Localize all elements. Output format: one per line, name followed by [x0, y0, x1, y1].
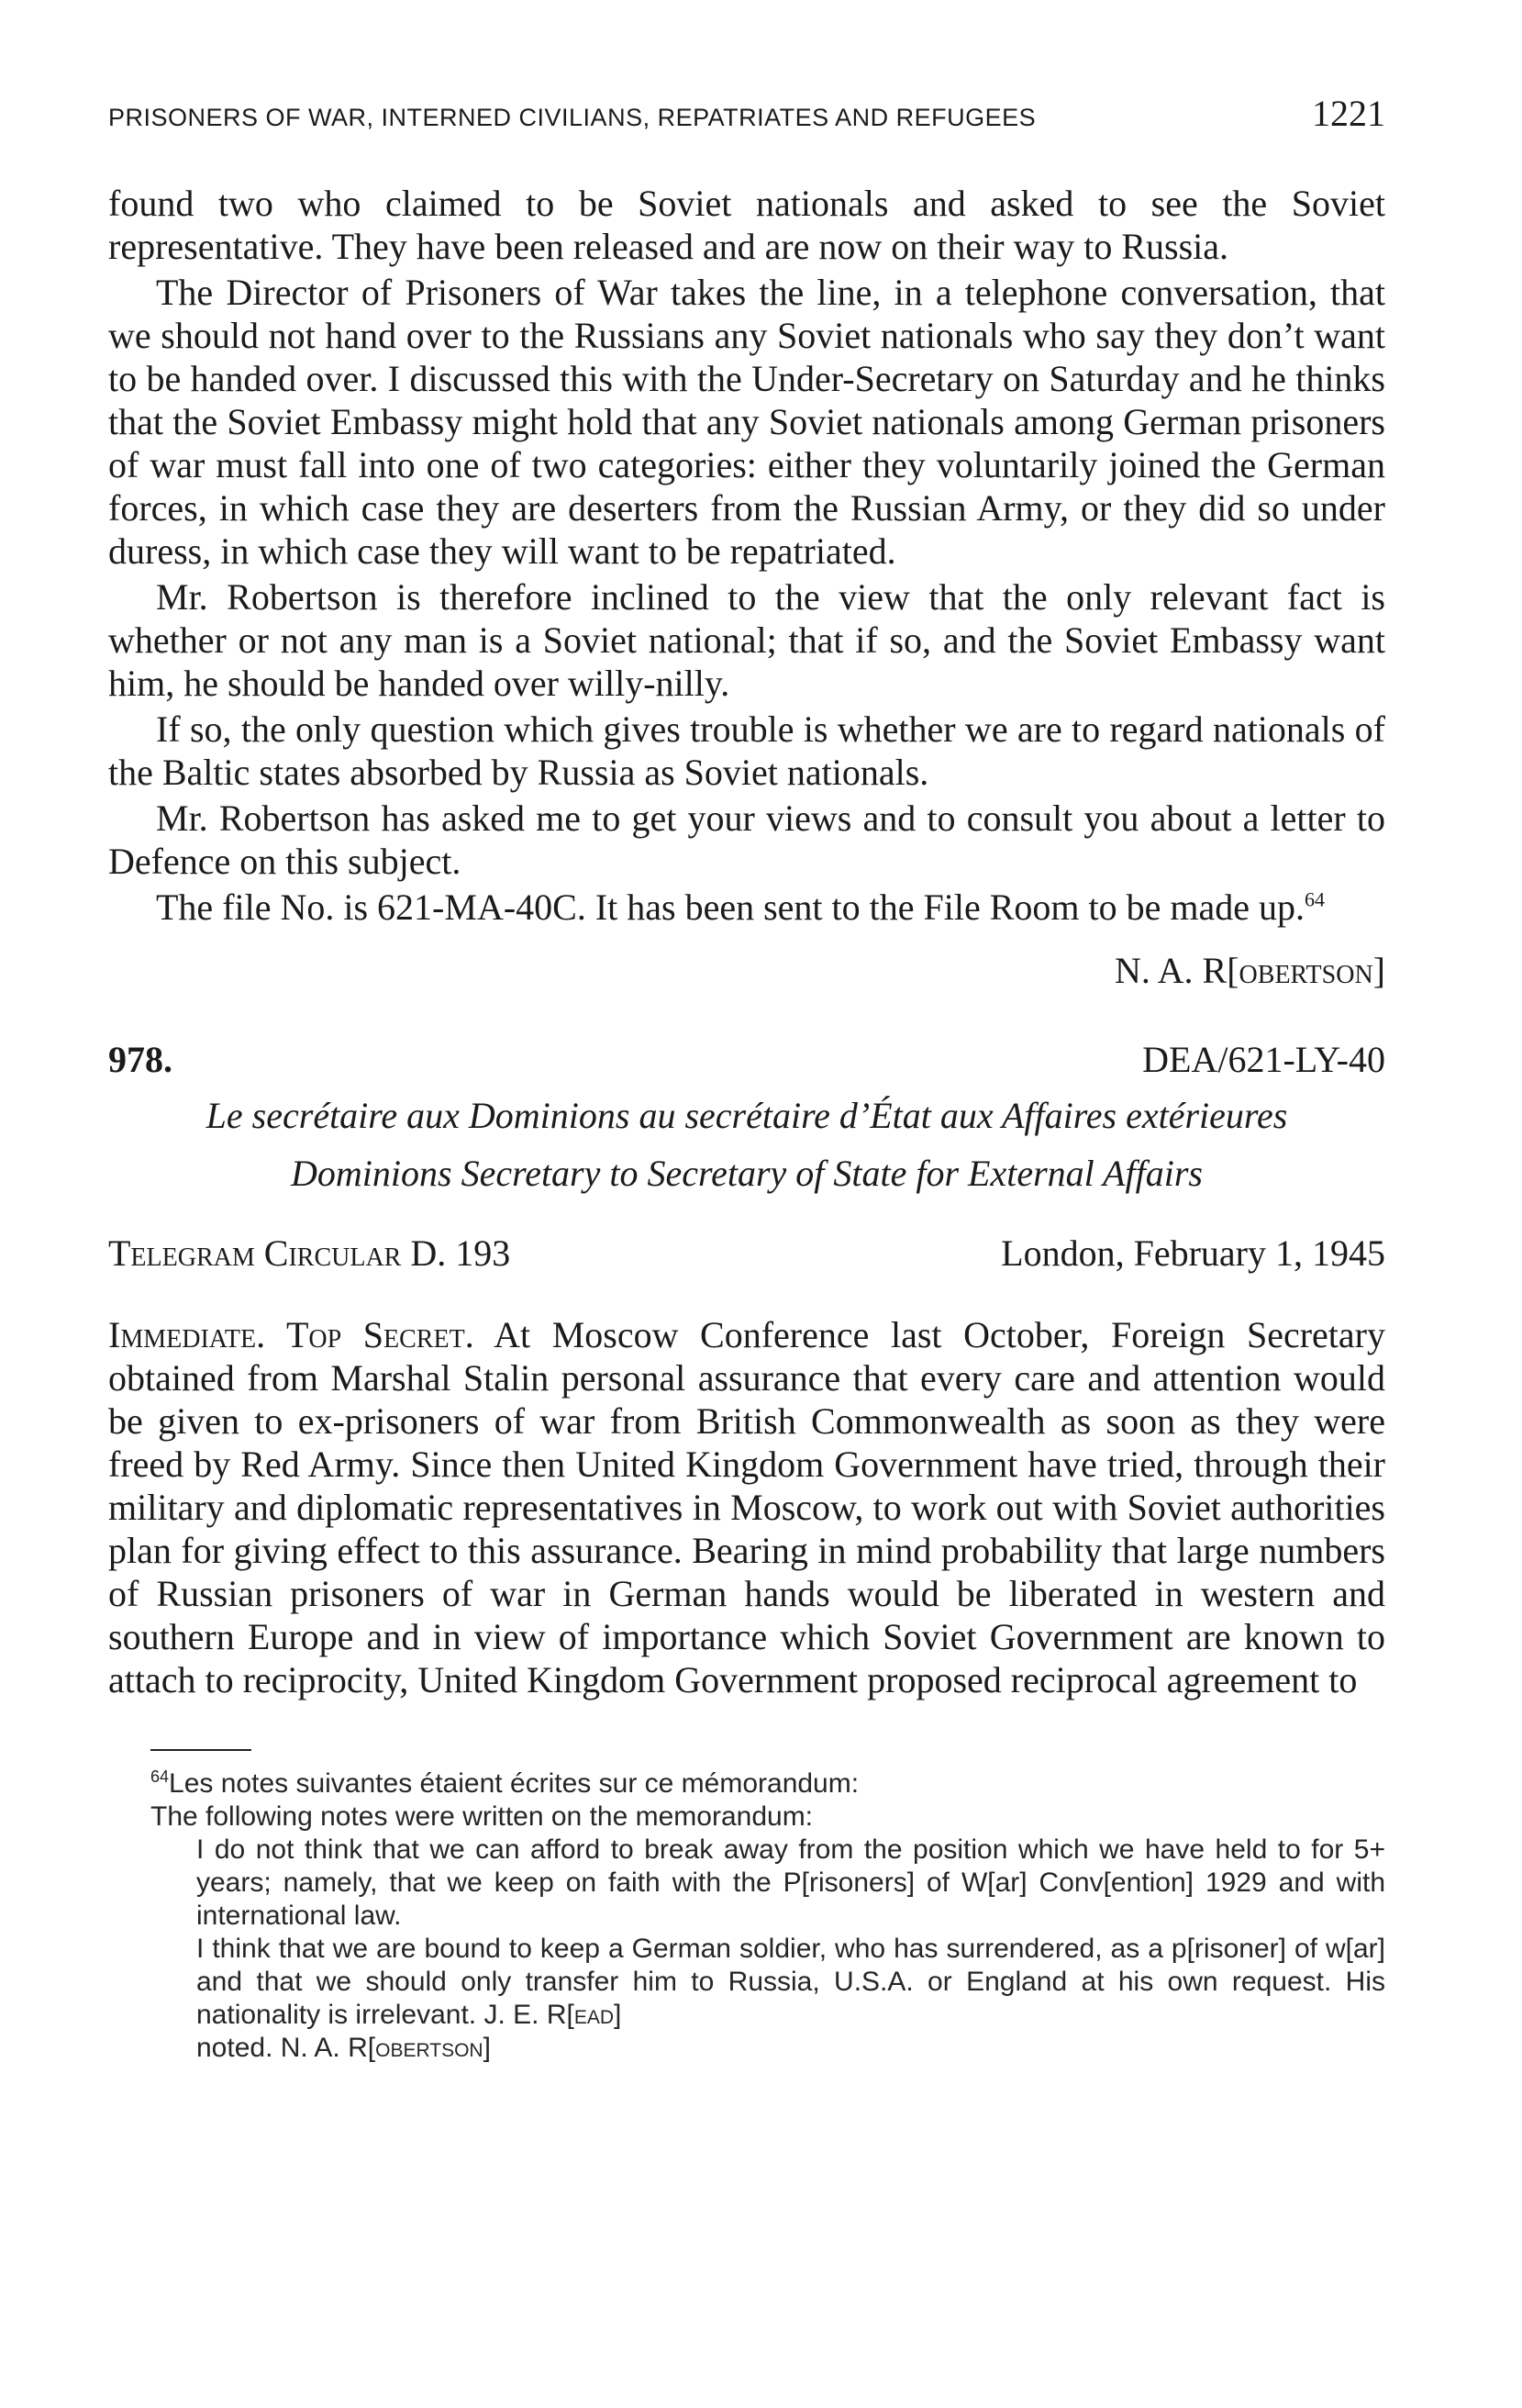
footnote-noted — [196, 2032, 1385, 2065]
running-head — [108, 92, 1385, 147]
noted-small-caps: obertson — [375, 2033, 483, 2063]
footnote-divider — [150, 1749, 251, 1751]
footnote-reference: 64 — [1305, 887, 1326, 911]
memo-paragraph-last — [108, 886, 1385, 929]
running-head-title: PRISONERS OF WAR, INTERNED CIVILIANS, REPATRIATES AND REFUGEES — [108, 104, 1037, 131]
telegram-text: At Moscow Conference last October, Foreign Secretary obtained from Marshal Stalin personal assurance that every care and attention would be given to ex-prisoners of war from British Commonwealth as soon as they were freed by Red Army. Since then United Kingdom Government have tried, through their military and diplomatic representatives in Moscow, to work out with Soviet authorities plan for giving effect to this assurance. Bearing in mind probability that large numbers of Russian prisoners of war in German hands would be liberated in western and southern Europe and in view of importance which Soviet Government are known to attach to reciprocity, United Kingdom Government proposed reciprocal agreement to — [108, 1314, 1385, 1700]
memo-paragraph: The Director of Prisoners of War takes the line, in a telephone conversation, that we should not hand over to the Russians any Soviet nationals who say they don’t want to be handed over. I discussed this with the Under-Secretary on Saturday and he thinks that the Soviet Embassy might hold that any Soviet nationals among German prisoners of war must fall into one of two categories: either they voluntarily joined the German forces, in which case they are deserters from the Russian Army, or they did so under duress, in which case they will want to be repatriated. — [108, 272, 1385, 572]
classification: Immediate. Top Secret. — [108, 1314, 474, 1355]
page-number: 1221 — [1312, 93, 1385, 134]
document-header — [108, 1038, 1385, 1081]
memo-last-text: The file No. is 621-MA-40C. It has been sent to the File Room to be made up. — [156, 886, 1305, 928]
footnote — [108, 1767, 1385, 2065]
memo-body — [108, 182, 1385, 929]
document-title-french: Le secrétaire aux Dominions au secrétaire d’État aux Affaires extérieures — [206, 1095, 1288, 1136]
footnote-number: 64 — [150, 1767, 170, 1786]
place-date: London, February 1, 1945 — [1001, 1232, 1385, 1274]
footnote-line-french — [150, 1767, 1385, 1800]
noted-prefix: noted. N. A. R[ — [196, 2033, 376, 2063]
quote-2-small-caps: ead — [573, 2000, 615, 2030]
document-title-english: Dominions Secretary to Secretary of State for External Affairs — [291, 1153, 1203, 1194]
quote-2-end: ] — [614, 2000, 622, 2030]
memo-paragraph: If so, the only question which gives trouble is whether we are to regard nationals of the Baltic states absorbed by Russia as Soviet nationals. — [108, 708, 1385, 793]
telegram-type: Telegram Circular D. 193 — [108, 1232, 511, 1274]
telegram-meta — [108, 1232, 1385, 1275]
telegram-body — [108, 1313, 1385, 1701]
memo-paragraph: found two who claimed to be Soviet nationals and asked to see the Soviet representative. They have been released and are now on their way to Russia. — [108, 183, 1385, 267]
signature-prefix: N. A. R[ — [1114, 950, 1239, 991]
footnote-line-english: The following notes were written on the memorandum: — [150, 1801, 814, 1832]
signature-suffix: ] — [1372, 950, 1385, 991]
memo-paragraph: Mr. Robertson is therefore inclined to the view that the only relevant fact is whether or not any man is a Soviet national; that if so, and the Soviet Embassy want him, he should be handed over willy-nilly. — [108, 576, 1385, 704]
memo-paragraph: Mr. Robertson has asked me to get your views and to consult you about a letter to Defence on this subject. — [108, 797, 1385, 882]
footnote-quote-1: I do not think that we can afford to break away from the position which we have held to for 5+ years; namely, that we keep on faith with the P[risoners] of W[ar] Conv[ention] 1929 and with international law. — [196, 1834, 1385, 1931]
file-reference: DEA/621-LY-40 — [1142, 1039, 1385, 1080]
footnote-french-text: Les notes suivantes étaient écrites sur ce mémorandum: — [169, 1768, 860, 1799]
footnote-quote-2 — [196, 1933, 1385, 2032]
signature-small-caps: obertson — [1239, 950, 1373, 991]
document-number: 978. — [108, 1039, 172, 1080]
document-page — [108, 92, 1385, 2065]
quote-2-text: I think that we are bound to keep a German soldier, who has surrendered, as a p[risoner] of w[ar] and that we should only transfer him to Russia, U.S.A. or England at his own request. His nationality is irrelevant. J. E. R[ — [196, 1934, 1385, 2030]
noted-end: ] — [483, 2033, 491, 2063]
memo-signature — [108, 949, 1385, 992]
